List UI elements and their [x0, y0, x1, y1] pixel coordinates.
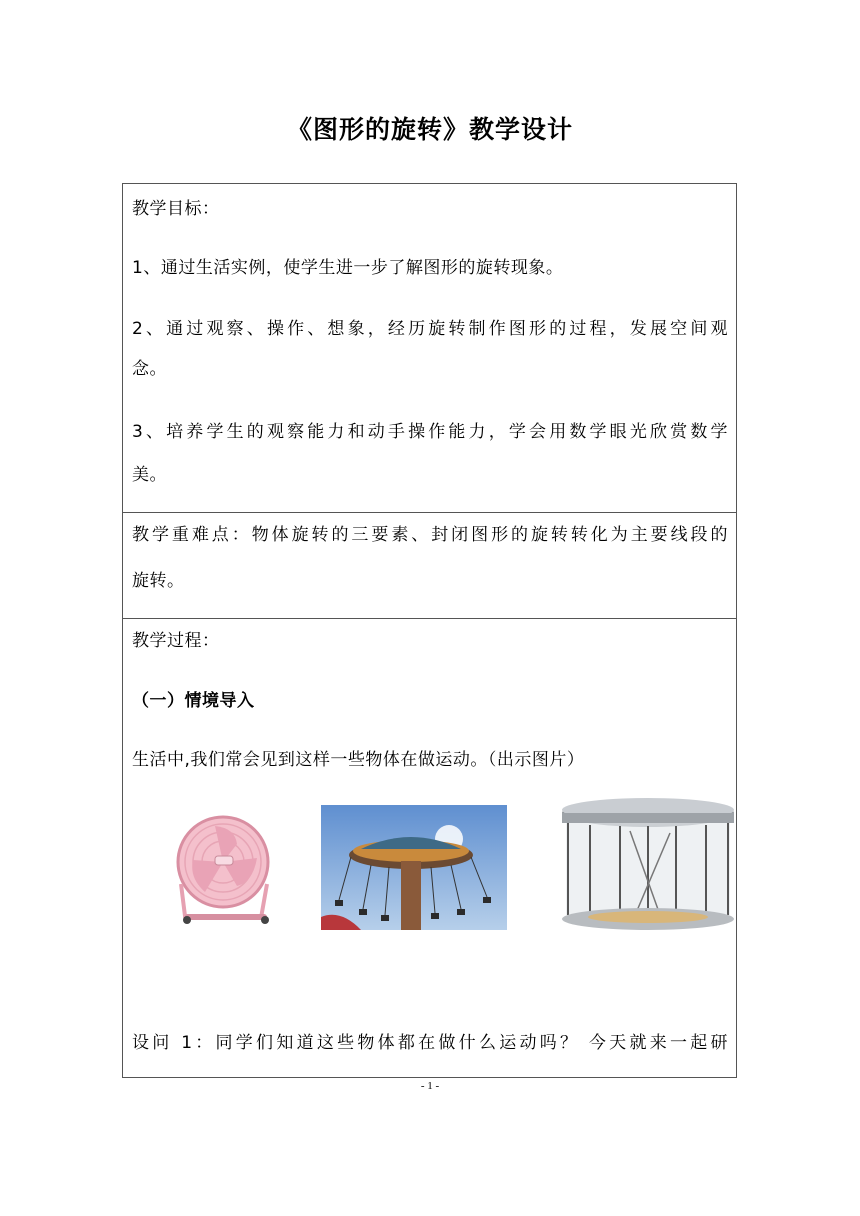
- revolving-door-image: [560, 797, 736, 932]
- objectives-cell: [123, 184, 736, 513]
- lesson-plan-table: [122, 183, 737, 1078]
- swing-ride-image: [321, 805, 507, 930]
- question-1: 设问 1：同学们知道这些物体都在做什么运动吗？ 今天就来一起研: [132, 1033, 728, 1053]
- document-title: 《图形的旋转》教学设计: [286, 115, 573, 144]
- intro-paragraph: 生活中,我们常会见到这样一些物体在做运动。（出示图片）: [132, 750, 585, 770]
- key-points-line1: 教学重难点：物体旋转的三要素、封闭图形的旋转转化为主要线段的: [132, 525, 728, 545]
- objective-3-line1: 3、培养学生的观察能力和动手操作能力，学会用数学眼光欣赏数学: [132, 422, 728, 442]
- objective-2-line1: 2、通过观察、操作、想象，经历旋转制作图形的过程，发展空间观: [132, 319, 728, 339]
- page-number: - 1 -: [420, 1080, 440, 1092]
- objective-1: 1、通过生活实例，使学生进一步了解图形的旋转现象。: [132, 258, 564, 278]
- key-points-line2: 旋转。: [132, 571, 185, 591]
- key-points-cell: [123, 513, 736, 619]
- process-heading: 教学过程：: [132, 631, 220, 651]
- electric-fan-image: [175, 814, 275, 929]
- section-heading: （一）情境导入: [132, 691, 255, 711]
- process-cell: [123, 619, 736, 1079]
- objectives-heading: 教学目标：: [132, 199, 220, 219]
- objective-3-line2: 美。: [132, 465, 167, 485]
- objective-2-line2: 念。: [132, 359, 167, 379]
